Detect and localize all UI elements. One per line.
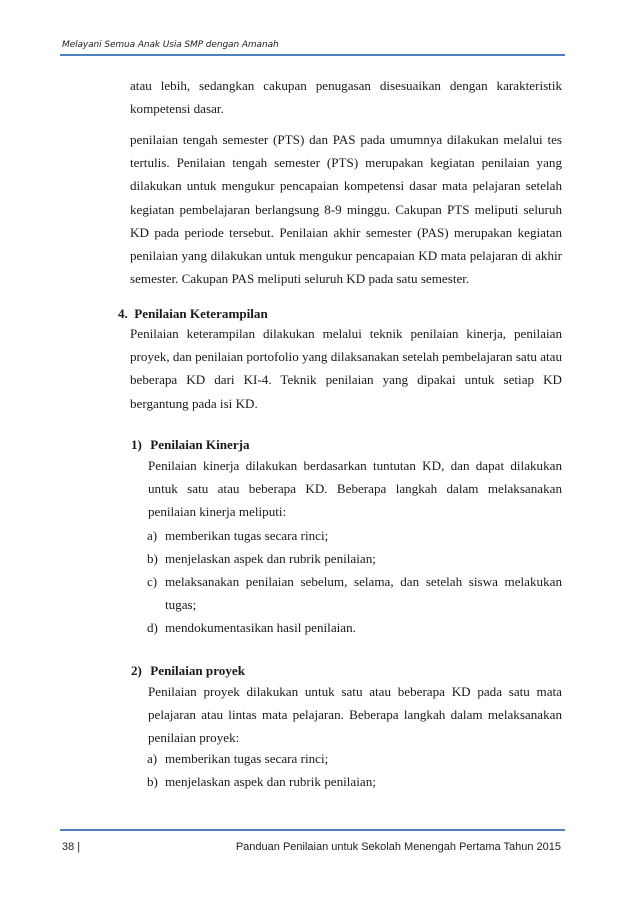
list-item xyxy=(147,747,562,770)
section-number: 4. xyxy=(118,306,128,321)
list-marker: c) xyxy=(147,574,158,589)
subsection-text-proyek: Penilaian proyek dilakukan untuk satu atau beberapa KD pada satu mata pelajaran atau lintas mata pelajaran. Beberapa langkah dalam melaksanakan penilaian proyek: xyxy=(148,684,562,746)
subsection-text-kinerja: Penilaian kinerja dilakukan berdasarkan tuntutan KD, dan dapat dilakukan untuk satu atau beberapa KD. Beberapa langkah dalam melaksanakan penilaian kinerja meliputi: xyxy=(148,458,562,520)
paragraph-pts-pas: penilaian tengah semester (PTS) dan PAS pada umumnya dilakukan melalui tes tertulis. Penilaian tengah semester (PTS) merupakan kegiatan penilaian yang dilakukan untuk mengukur pencapaian kompetensi dasar mata pelajaran setelah kegiatan pembelajaran berlangsung 8-9 minggu. Cakupan PTS meliputi seluruh KD pada periode tersebut. Penilaian akhir semester (PAS) merupakan kegiatan penilaian yang dilakukan untuk mengukur pencapaian KD mata pelajaran di akhir semester. Cakupan PAS meliputi seluruh KD pada satu semester. xyxy=(130,132,562,287)
section-text-keterampilan: Penilaian keterampilan dilakukan melalui teknik penilaian kinerja, penilaian proyek, dan penilaian portofolio yang dilaksanakan setelah pembelajaran satu atau beberapa KD dari KI-4. Teknik penilaian yang dipakai untuk setiap KD bergantung pada isi KD. xyxy=(130,326,562,411)
page-number: 38 | xyxy=(62,841,81,853)
list-marker: a) xyxy=(147,528,158,543)
subsection-number: 1) xyxy=(131,437,142,452)
list-marker: b) xyxy=(147,551,158,566)
list-text: memberikan tugas secara rinci; xyxy=(165,751,329,766)
running-header: Melayani Semua Anak Usia SMP dengan Amanah xyxy=(62,40,279,50)
list-item xyxy=(147,547,562,570)
header-rule xyxy=(60,54,565,56)
list-item xyxy=(147,770,562,793)
footer-book-title: Panduan Penilaian untuk Sekolah Menengah Pertama Tahun 2015 xyxy=(235,841,561,853)
list-marker: b) xyxy=(147,774,158,789)
list-text: memberikan tugas secara rinci; xyxy=(165,528,329,543)
footer-rule xyxy=(60,829,565,831)
list-text: mendokumentasikan hasil penilaian. xyxy=(165,620,356,635)
list-marker: a) xyxy=(147,751,158,766)
list-text: menjelaskan aspek dan rubrik penilaian; xyxy=(165,551,376,566)
subsection-heading-proyek xyxy=(131,662,245,680)
subsection-heading-kinerja xyxy=(131,436,250,454)
list-item xyxy=(147,616,562,639)
list-text: melaksanakan penilaian sebelum, selama, dan setelah siswa melakukan tugas; xyxy=(165,574,562,613)
list-item xyxy=(147,524,562,547)
subsection-number: 2) xyxy=(131,663,142,678)
list-item xyxy=(147,570,562,616)
section-title: Penilaian Keterampilan xyxy=(134,306,268,321)
paragraph-continued: atau lebih, sedangkan cakupan penugasan disesuaikan dengan karakteristik kompetensi dasar. xyxy=(130,78,562,117)
list-marker: d) xyxy=(147,620,158,635)
list-text: menjelaskan aspek dan rubrik penilaian; xyxy=(165,774,376,789)
subsection-title: Penilaian Kinerja xyxy=(150,437,250,452)
subsection-title: Penilaian proyek xyxy=(150,663,245,678)
section-heading-keterampilan xyxy=(118,305,268,323)
